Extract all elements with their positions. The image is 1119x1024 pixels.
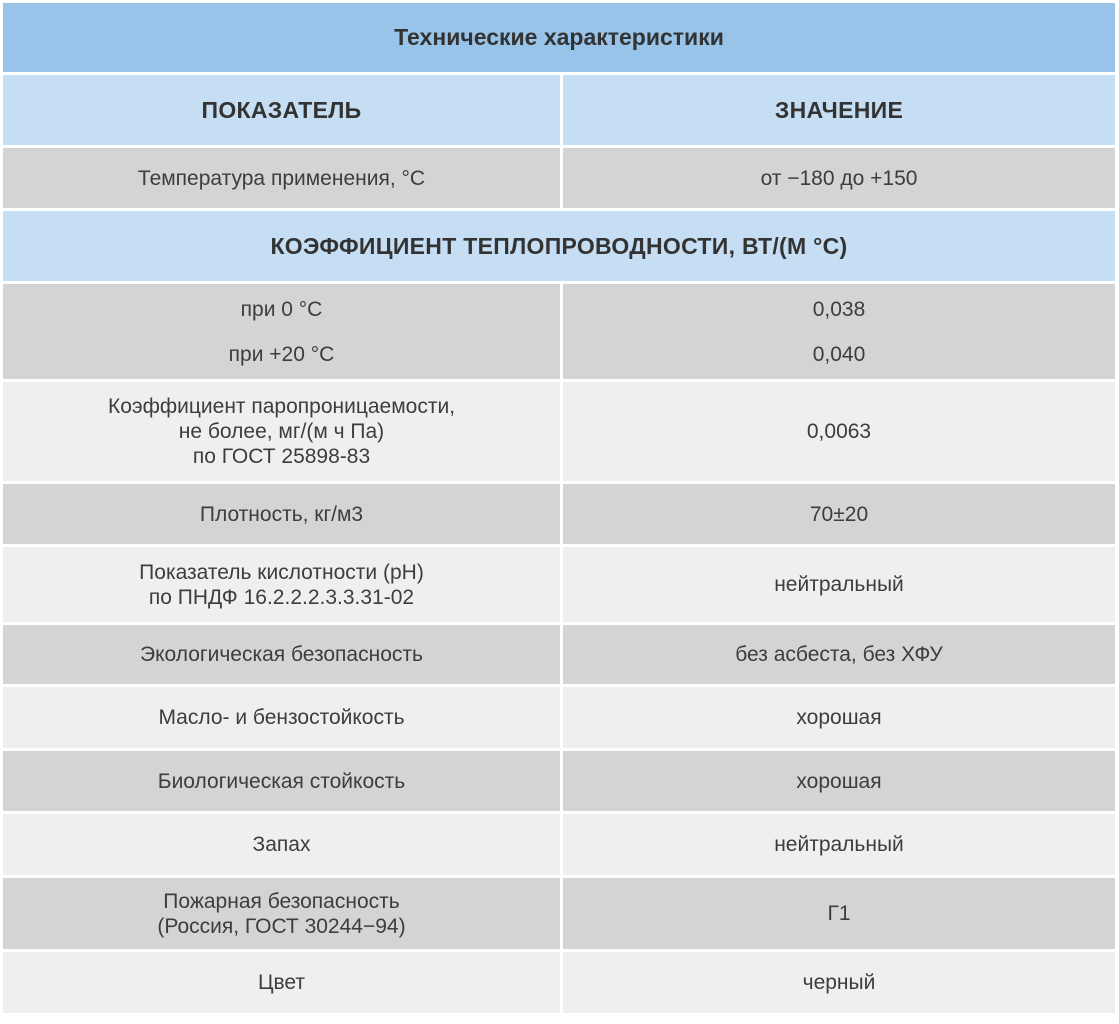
table-header-row (3, 75, 1115, 145)
column-header-indicator: ПОКАЗАТЕЛЬ (3, 75, 560, 145)
row-label (3, 547, 560, 622)
row-value (563, 284, 1115, 379)
row-label (3, 878, 560, 949)
row-label-line: Пожарная безопасность (163, 889, 400, 913)
row-label-line: Показатель кислотности (pH) (139, 560, 424, 584)
row-label: Запах (3, 814, 560, 875)
row-label: Экологическая безопасность (3, 625, 560, 684)
row-value: нейтральный (563, 814, 1115, 875)
table-row-density (3, 484, 1115, 544)
row-label: Масло- и бензостойкость (3, 687, 560, 748)
row-value: нейтральный (563, 547, 1115, 622)
row-value: без асбеста, без ХФУ (563, 625, 1115, 684)
row-value: черный (563, 952, 1115, 1013)
table-row-smell (3, 814, 1115, 875)
row-label: Плотность, кг/м3 (3, 484, 560, 544)
row-label-line: Коэффициент паропроницаемости, (107, 395, 456, 418)
table-title: Технические характеристики (3, 3, 1115, 72)
table-row-eco (3, 625, 1115, 684)
row-label: Цвет (3, 952, 560, 1013)
table-row-conductivity (3, 284, 1115, 379)
section-header-row (3, 211, 1115, 281)
row-value: хорошая (563, 751, 1115, 811)
row-value: от −180 до +150 (563, 148, 1115, 208)
column-header-value: ЗНАЧЕНИЕ (563, 75, 1115, 145)
row-label-line: не более, мг/(м ч Па) (178, 420, 385, 443)
table-row-oil (3, 687, 1115, 748)
row-label: Температура применения, °С (3, 148, 560, 208)
table-row-color (3, 952, 1115, 1013)
row-value: Г1 (563, 878, 1115, 949)
table-row-fire (3, 878, 1115, 949)
row-label (3, 382, 560, 481)
row-value-line: 0,038 (812, 297, 866, 321)
row-value-line: 0,040 (812, 342, 866, 366)
row-label: Биологическая стойкость (3, 751, 560, 811)
row-label (3, 284, 560, 379)
table-row-vapor (3, 382, 1115, 481)
table-row-temperature (3, 148, 1115, 208)
row-value: 70±20 (563, 484, 1115, 544)
row-label-line: при +20 °С (228, 342, 335, 366)
row-label-line: при 0 °С (240, 297, 323, 321)
table-row-bio (3, 751, 1115, 811)
section-header-conductivity: КОЭФФИЦИЕНТ ТЕПЛОПРОВОДНОСТИ, ВТ/(М °С) (3, 211, 1115, 281)
row-label-line: по ГОСТ 25898-83 (192, 445, 371, 468)
row-label-line: (Россия, ГОСТ 30244−94) (157, 914, 406, 938)
row-label-line: по ПНДФ 16.2.2.2.3.3.31-02 (148, 585, 415, 609)
row-value: хорошая (563, 687, 1115, 748)
table-row-ph (3, 547, 1115, 622)
row-value: 0,0063 (563, 382, 1115, 481)
table-title-row (3, 3, 1115, 72)
